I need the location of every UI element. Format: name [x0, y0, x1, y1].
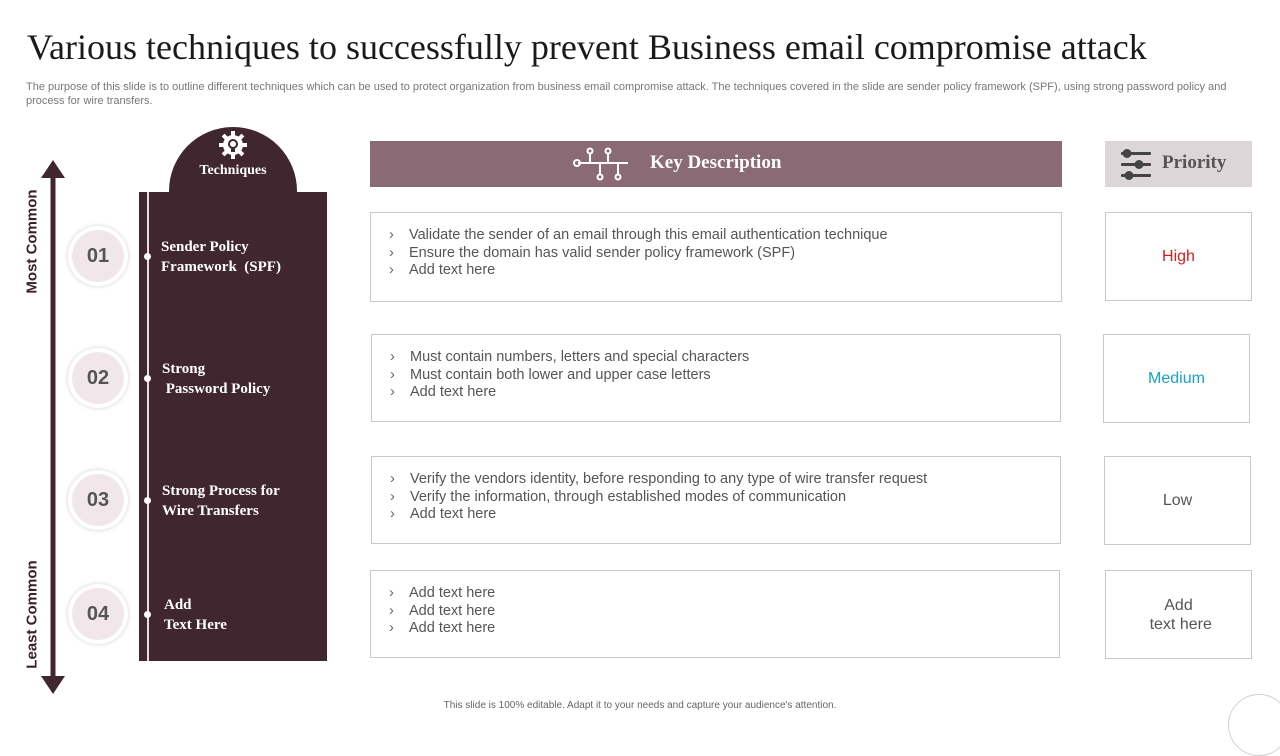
step-number-badge: 03	[72, 474, 124, 526]
description-bullet	[390, 349, 1060, 367]
description-bullet-text: Add text here	[409, 620, 496, 636]
description-bullet-text: Add text here	[410, 506, 497, 522]
slide-subtitle: The purpose of this slide is to outline different techniques which can be used to protect organization from business email compromise attack. The techniques covered in the slide are sender policy framework (SPF), using strong password policy and process for wire transfers.	[26, 81, 1227, 107]
technique-dot	[144, 375, 151, 382]
description-bullet	[390, 384, 1060, 402]
circuit-icon	[570, 145, 632, 183]
techniques-divider-line	[147, 192, 149, 661]
priority-header-label: Priority	[1162, 152, 1227, 173]
description-box-2	[371, 334, 1061, 422]
technique-name-3: Strong Process for Wire Transfers	[162, 483, 280, 519]
key-description-header	[370, 141, 1062, 187]
chevron-right-icon: ›	[389, 602, 394, 619]
step-number-badge: 02	[72, 352, 124, 404]
description-bullet-text: Add text here	[409, 262, 496, 278]
description-bullet-text: Ensure the domain has valid sender policy framework (SPF)	[409, 244, 796, 261]
axis-top-label: Most Common	[23, 189, 41, 294]
chevron-right-icon: ›	[389, 262, 394, 278]
chevron-right-icon: ›	[390, 506, 395, 522]
step-number-badge: 04	[72, 588, 124, 640]
description-bullet-text: Verify the vendors identity, before responding to any type of wire transfer request	[410, 471, 928, 487]
axis-bottom-label: Least Common	[23, 560, 41, 669]
corner-decoration	[1228, 694, 1280, 756]
gear-bulb-icon	[218, 130, 248, 160]
description-bullet	[389, 603, 1059, 621]
chevron-right-icon: ›	[390, 471, 395, 487]
description-bullet	[390, 506, 1060, 524]
chevron-right-icon: ›	[390, 488, 395, 505]
technique-dot	[144, 497, 151, 504]
techniques-header-label: Techniques	[199, 163, 267, 178]
description-box-4	[370, 570, 1060, 658]
chevron-right-icon: ›	[390, 384, 395, 400]
description-bullet	[389, 245, 1061, 263]
key-description-header-label: Key Description	[650, 152, 782, 173]
technique-name-2: Strong Password Policy	[162, 361, 271, 397]
description-bullet	[390, 489, 1060, 507]
technique-dot	[144, 611, 151, 618]
chevron-right-icon: ›	[390, 366, 395, 383]
description-bullet	[389, 227, 1061, 245]
chevron-right-icon: ›	[389, 620, 394, 636]
technique-name-4: Add Text Here	[164, 597, 227, 633]
technique-name-1: Sender Policy Framework (SPF)	[161, 239, 281, 275]
description-bullet	[390, 471, 1060, 489]
priority-value-1: High	[1105, 212, 1252, 301]
description-bullet-text: Add text here	[410, 384, 497, 400]
priority-value-3: Low	[1104, 456, 1251, 545]
description-box-1	[370, 212, 1062, 302]
technique-dot	[144, 253, 151, 260]
slide-footer: This slide is 100% editable. Adapt it to your needs and capture your audience's attention.	[443, 700, 837, 711]
priority-value-2: Medium	[1103, 334, 1250, 423]
description-bullet-text: Add text here	[409, 602, 496, 619]
chevron-right-icon: ›	[390, 349, 395, 365]
slide-title: Various techniques to successfully prevent Business email compromise attack	[27, 27, 1147, 67]
sliders-icon	[1119, 147, 1155, 181]
description-bullet	[389, 620, 1059, 638]
description-bullet-text: Must contain numbers, letters and special characters	[410, 349, 750, 365]
chevron-right-icon: ›	[389, 585, 394, 601]
techniques-header	[169, 127, 297, 193]
priority-value-4: Add text here	[1105, 570, 1252, 659]
description-bullet	[389, 262, 1061, 280]
chevron-right-icon: ›	[389, 244, 394, 261]
description-bullet	[390, 367, 1060, 385]
description-bullet-text: Verify the information, through established modes of communication	[410, 488, 847, 505]
chevron-right-icon: ›	[389, 227, 394, 243]
step-number-badge: 01	[72, 230, 124, 282]
description-bullet-text: Must contain both lower and upper case letters	[410, 366, 711, 383]
priority-header	[1105, 141, 1252, 187]
description-box-3	[371, 456, 1061, 544]
description-bullet	[389, 585, 1059, 603]
description-bullet-text: Validate the sender of an email through this email authentication technique	[409, 227, 888, 243]
vertical-double-arrow	[38, 160, 68, 694]
description-bullet-text: Add text here	[409, 585, 496, 601]
